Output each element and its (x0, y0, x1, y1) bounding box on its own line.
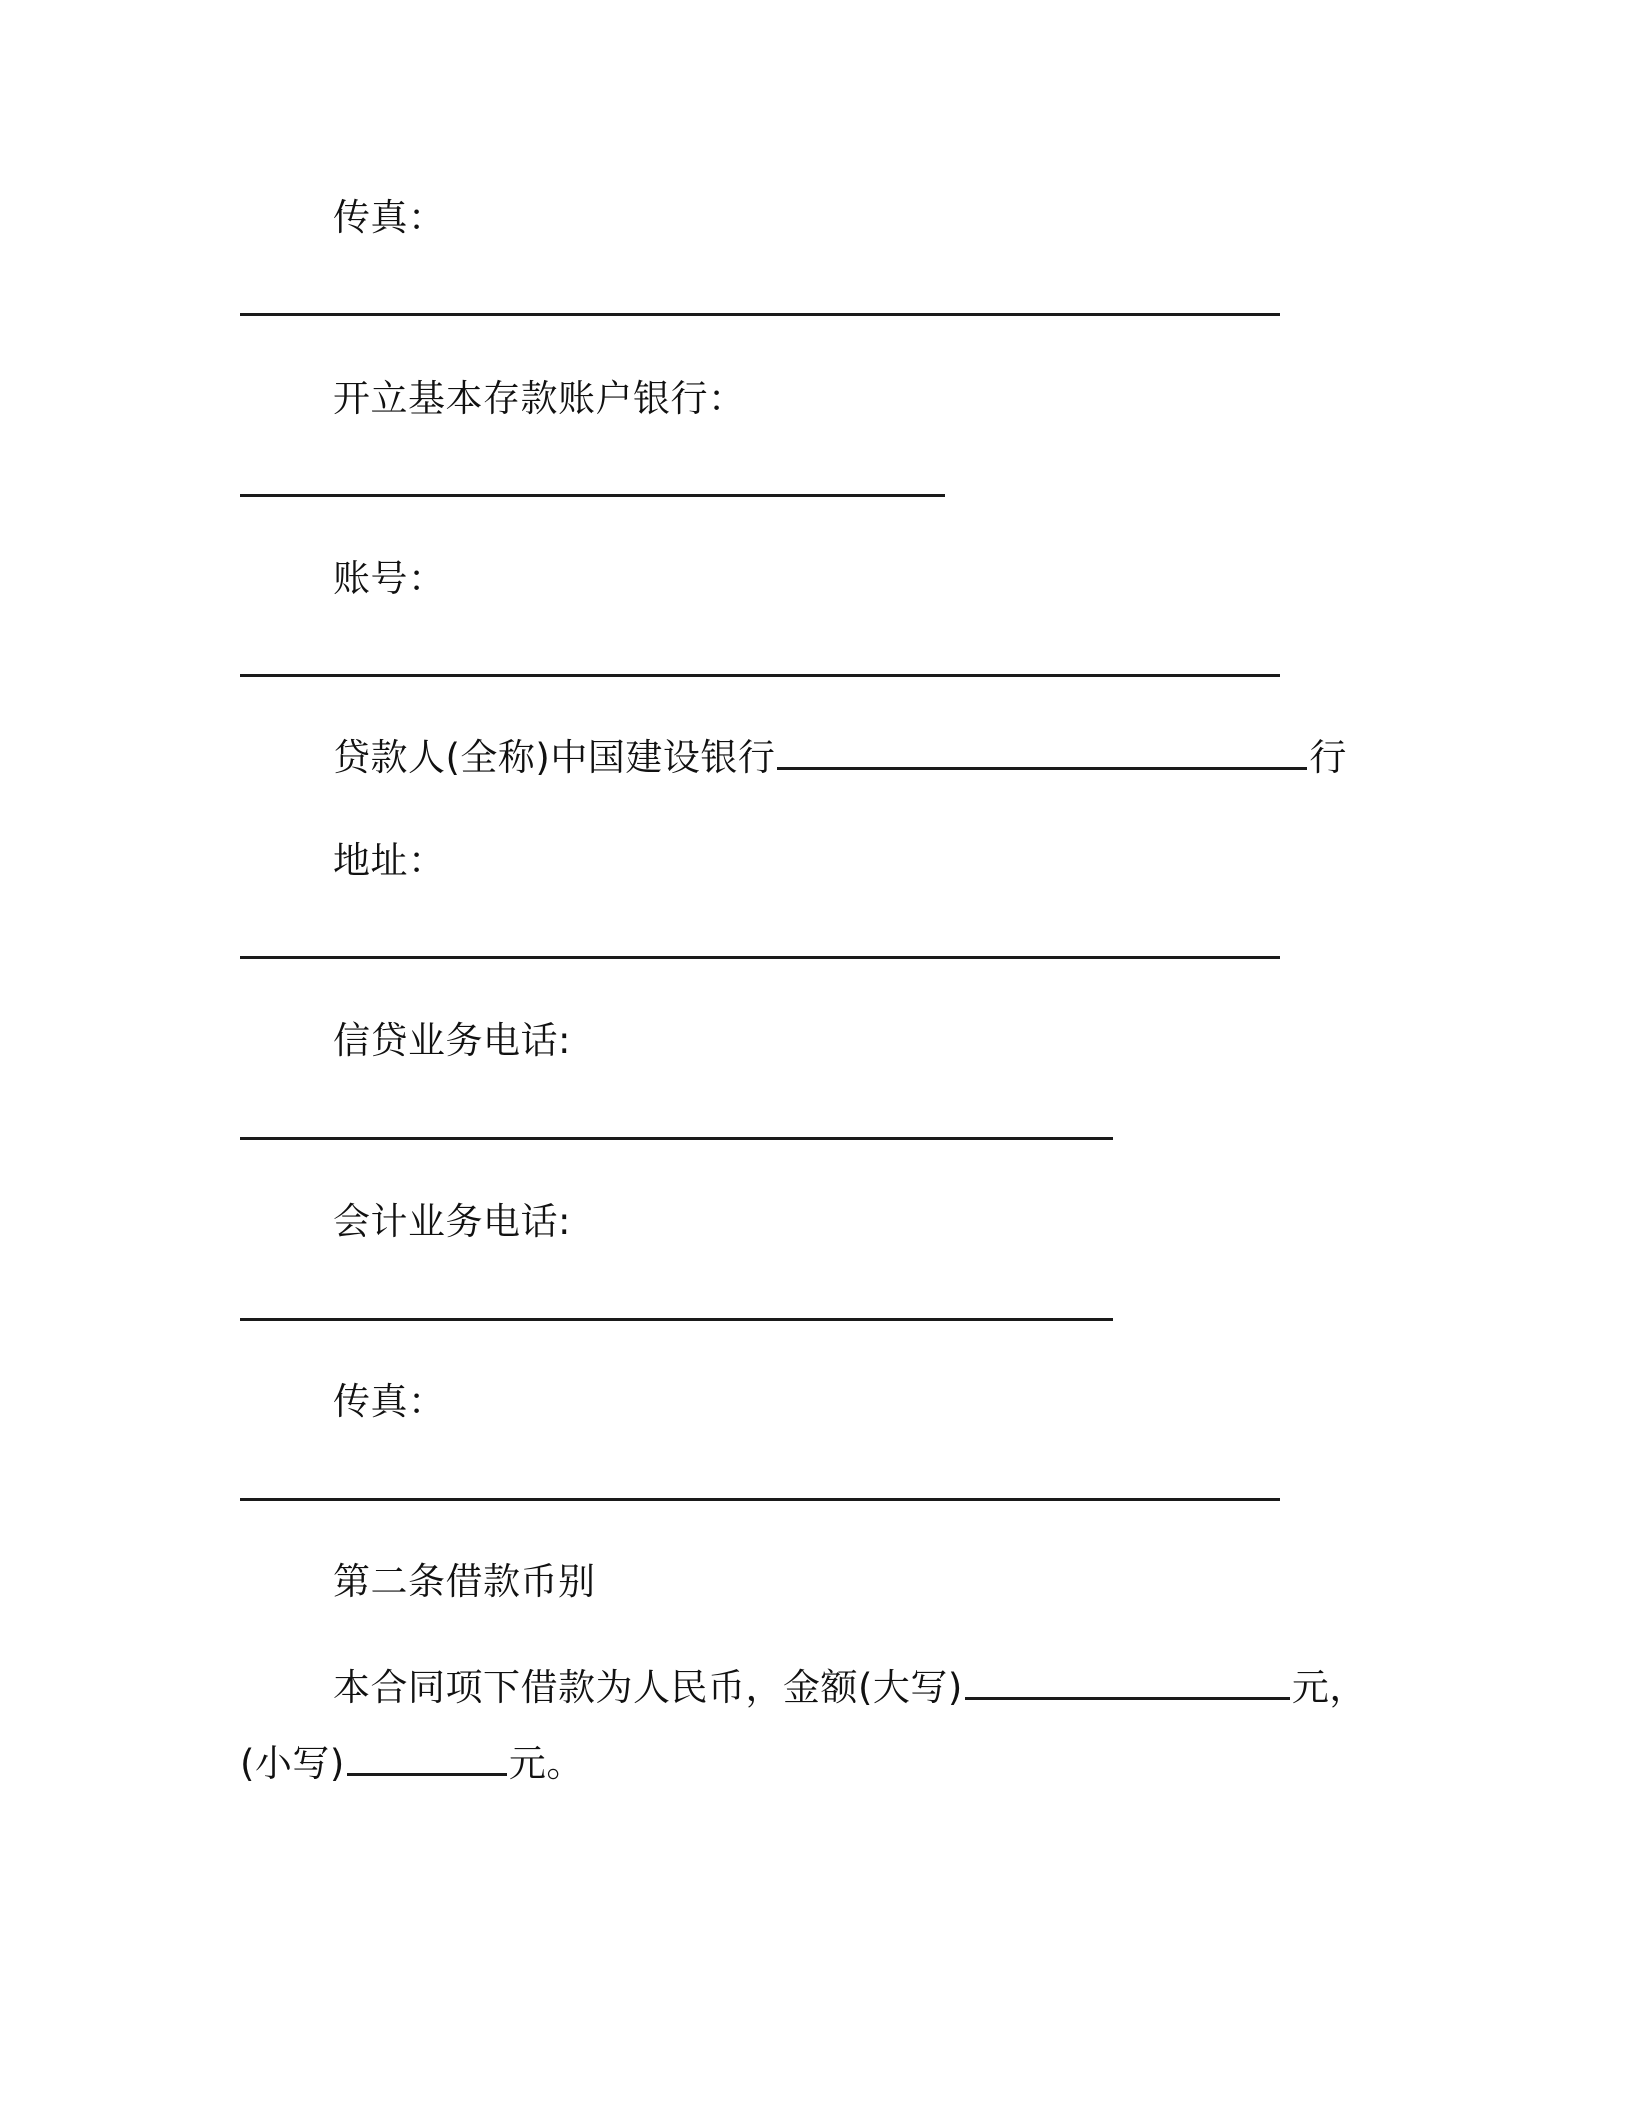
loan-amount-line-1 (333, 1664, 1367, 1712)
amount-uppercase-blank (965, 1667, 1290, 1700)
lender-label: 贷款人(全称)中国建设银行 (333, 736, 776, 779)
fax-label-2: 传真： (333, 1380, 446, 1423)
address-label: 地址： (333, 839, 446, 882)
amount-lowercase-blank (347, 1743, 507, 1776)
account-label: 账号： (333, 557, 446, 600)
article-heading: 第二条借款币别 (333, 1560, 596, 1603)
address-fill-line (240, 956, 1280, 959)
lowercase-label: (小写) (240, 1742, 345, 1785)
accounting-phone-fill-line (240, 1318, 1113, 1321)
fax-fill-line-1 (240, 313, 1280, 316)
loan-amount-unit-2: 元。 (508, 1742, 584, 1785)
credit-phone-fill-line (240, 1137, 1113, 1140)
loan-amount-text: 本合同项下借款为人民币，金额(大写) (333, 1666, 963, 1709)
lender-branch-blank (777, 737, 1307, 770)
account-fill-line (240, 674, 1280, 677)
bank-label: 开立基本存款账户银行： (333, 377, 746, 420)
loan-amount-line-2 (240, 1740, 584, 1788)
fax-label-1: 传真： (333, 196, 446, 239)
lender-suffix: 行 (1309, 736, 1347, 779)
lender-line (333, 734, 1347, 782)
credit-phone-label: 信贷业务电话: (333, 1019, 571, 1062)
accounting-phone-label: 会计业务电话: (333, 1200, 571, 1243)
loan-amount-unit-1: 元， (1291, 1666, 1367, 1709)
fax-fill-line-2 (240, 1498, 1280, 1501)
bank-fill-line (240, 494, 945, 497)
